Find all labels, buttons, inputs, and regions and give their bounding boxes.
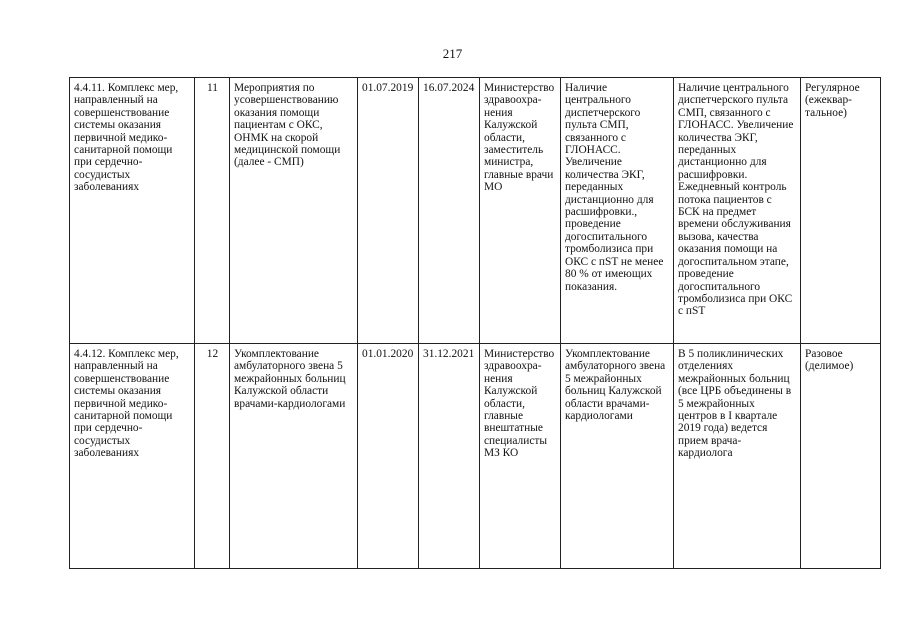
control-cell: Наличие центрального диспетчерского пульта СМП, связанного с ГЛОНАСС. Увеличение количества ЭКГ, переданных дистанционно для расшифровки. Ежедневный контроль потока пациентов с БСК на предмет времени обслуживания вызова, качества оказания помощи на догоспитальном этапе, проведение догоспитального тромболизиса при ОКС с пST: [674, 78, 801, 344]
result-cell: Укомплектование амбулаторного звена 5 межрайонных больниц Калужской области врачами- кардиологами: [561, 344, 674, 569]
end-date-cell: 16.07.2024: [419, 78, 480, 344]
page-number: 217: [442, 46, 463, 61]
number-cell: 12: [195, 344, 230, 569]
type-cell: Регулярное (ежеквар- тальное): [801, 78, 881, 344]
number-cell: 11: [195, 78, 230, 344]
control-cell: В 5 поликлинических отделениях межрайонных больниц (все ЦРБ объединены в 5 межрайонных центров в I квартале 2019 года) ведется прием врача- кардиолога: [674, 344, 801, 569]
start-date-cell: 01.01.2020: [358, 344, 419, 569]
result-cell: Наличие центрального диспетчерского пульта СМП, связанного с ГЛОНАСС. Увеличение количества ЭКГ, переданных дистанционно для расшифровки., проведение догоспитального тромболизиса при ОКС с пST не менее 80 % от имеющих показания.: [561, 78, 674, 344]
end-date-cell: 31.12.2021: [419, 344, 480, 569]
start-date-cell: 01.07.2019: [358, 78, 419, 344]
section-cell: 4.4.11. Комплекс мер, направленный на совершенствование системы оказания первичной медико- санитарной помощи при сердечно- сосудистых заболеваниях: [70, 78, 195, 344]
table-row: [70, 78, 881, 344]
responsible-cell: Министерство здравоохра- нения Калужской области, главные внештатные специалисты МЗ КО: [480, 344, 561, 569]
plan-table: [69, 77, 881, 569]
measure-cell: Укомплектование амбулаторного звена 5 межрайонных больниц Калужской области врачами-кардиологами: [230, 344, 358, 569]
table-row: [70, 344, 881, 569]
type-cell: Разовое (делимое): [801, 344, 881, 569]
measure-cell: Мероприятия по усовершенствованию оказания помощи пациентам с ОКС, ОНМК на скорой медицинской помощи (далее - СМП): [230, 78, 358, 344]
section-cell: 4.4.12. Комплекс мер, направленный на совершенствование системы оказания первичной медико- санитарной помощи при сердечно- сосудистых заболеваниях: [70, 344, 195, 569]
responsible-cell: Министерство здравоохра- нения Калужской области, заместитель министра, главные врачи МО: [480, 78, 561, 344]
